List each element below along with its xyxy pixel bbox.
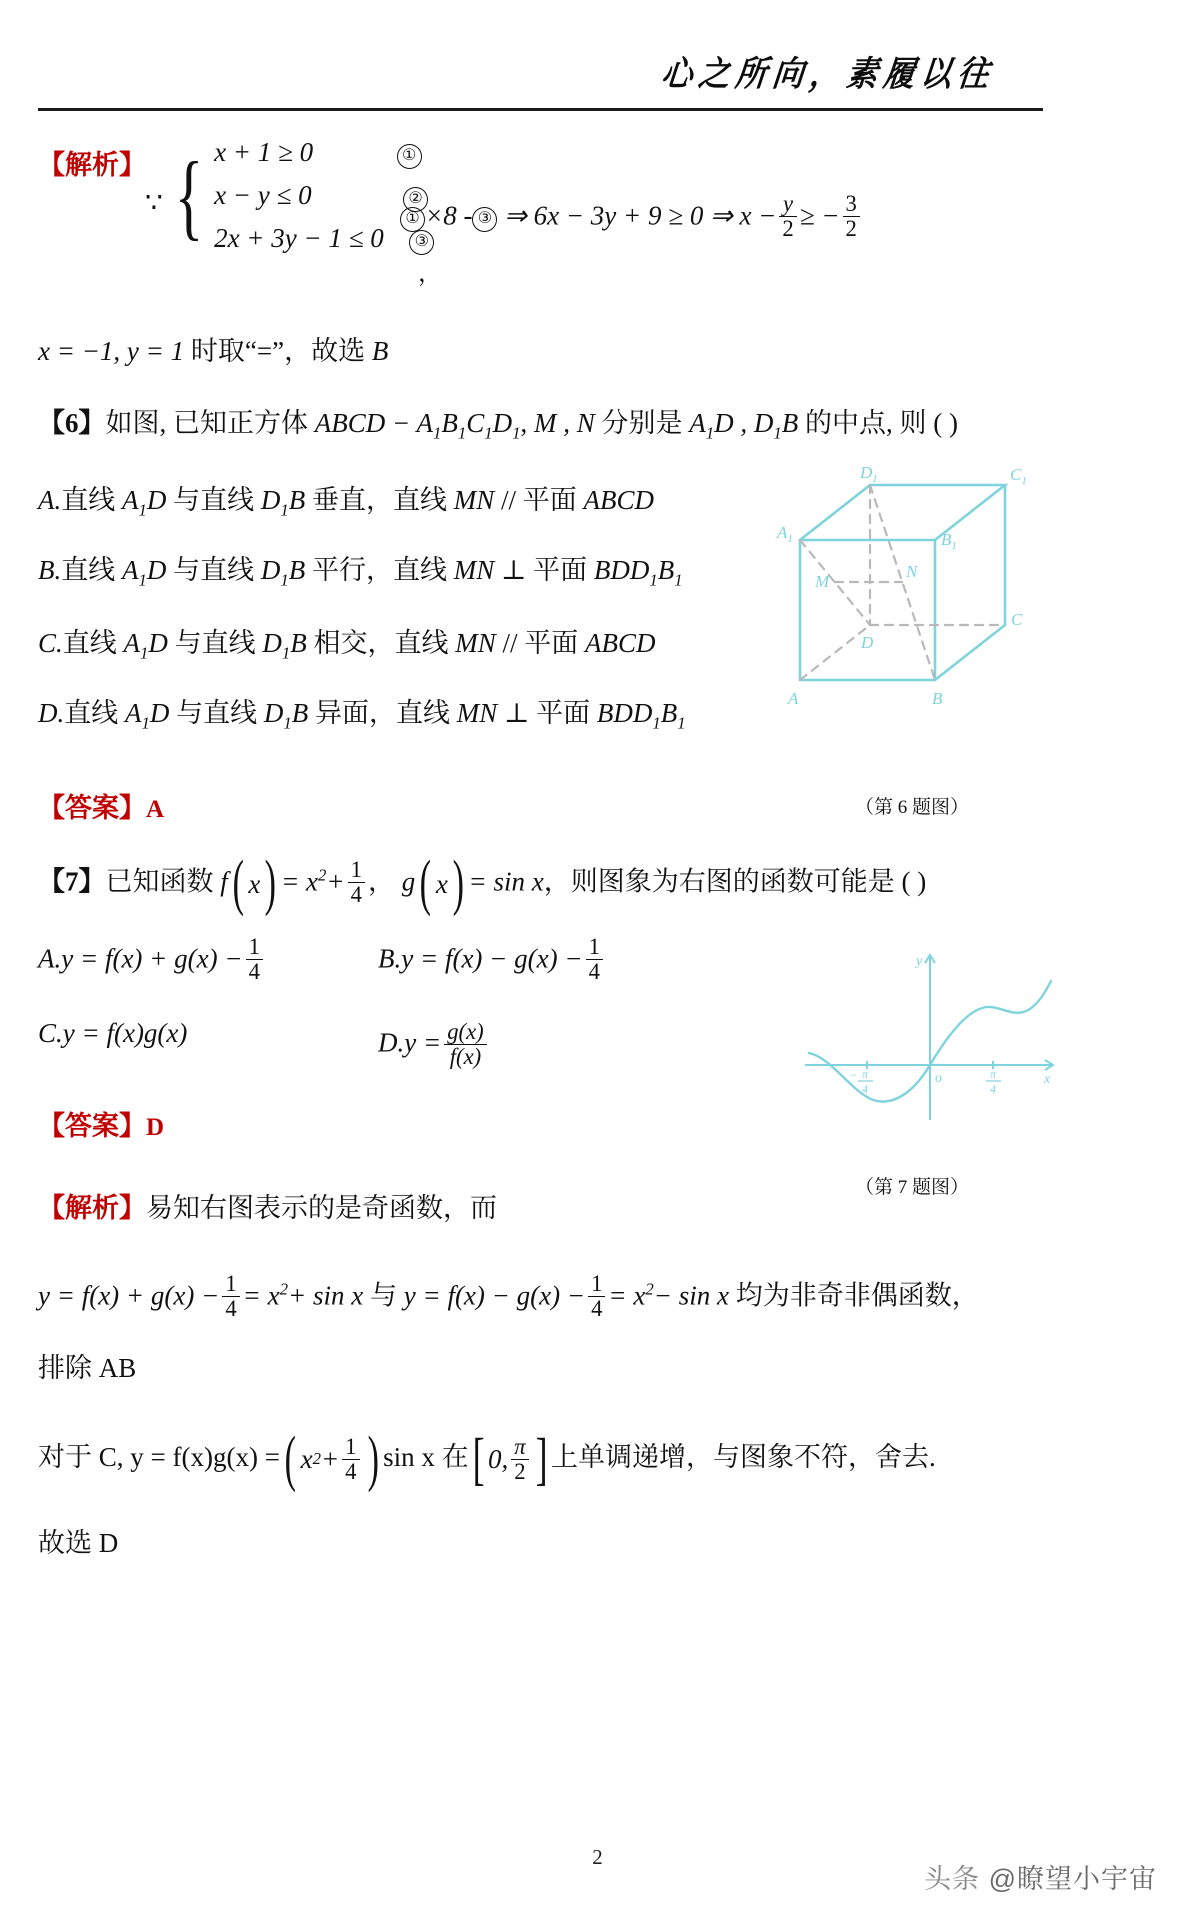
function-graph-svg [795, 945, 1065, 1125]
solution5-tag: 【解析】 [38, 150, 146, 180]
q6-answer: 【答案】A [38, 793, 165, 823]
solution7-line4: 对于 C, y = f(x)g(x) = ( x 2 + $\frac{1}{4}$ ) sin x 在 [ 0, $\frac{\pi}{2}$ ] 上单调递增，与图象不符，舍去. [38, 1424, 936, 1493]
system-row-3: 2x + 3y − 1 ≤ 0 ③ [214, 217, 434, 260]
solution5-derivation: ① ×8 - ③ ⇒ 6x − 3y + 9 ≥ 0 ⇒ x − $\frac{y}{2}$ ≥ − $\frac{3}{2}$ [400, 192, 863, 241]
q7-option-c[interactable]: C.y = f(x)g(x) [38, 1018, 188, 1048]
x-axis-label: x [1044, 1072, 1051, 1087]
frac-y-num: y [783, 191, 794, 216]
page-header [0, 0, 1195, 120]
tick-label-left-den: 4 [862, 1082, 868, 1096]
y-axis-label: y [916, 954, 923, 969]
system-brace: { [174, 141, 204, 249]
solution5-conclusion: x = −1, y = 1 时取“=”，故选 B [38, 336, 389, 366]
solution7-line5: 故选 D [38, 1528, 119, 1558]
solution5-comma: ， [418, 261, 442, 287]
frac-y-den: 2 [779, 216, 796, 241]
watermark [924, 1857, 1157, 1896]
solution5-system [166, 131, 434, 260]
header-title: 心之所向，素履以往 [659, 54, 997, 94]
frac-3-num: 3 [845, 191, 857, 216]
label-n: N [906, 562, 918, 581]
q7-answer: 【答案】D [38, 1111, 165, 1141]
q7-option-b[interactable]: B.y = f(x) − g(x) − $\frac{1}{4}$ [378, 935, 606, 984]
label-d: D [861, 633, 874, 652]
label-d1: $D_1$ [860, 465, 878, 485]
cube-figure [760, 465, 1060, 750]
solution7-line2: y = f(x) + g(x) − $\frac{1}{4}$ = $x^2+ \sin x$ 与 y = f(x) − g(x) − $\frac{1}{4}$ = $x^2- \sin x$ 均为非奇非偶函数， [38, 1271, 979, 1322]
function-graph-figure [795, 945, 1065, 1125]
q6-option-d[interactable]: D.直线 $A_1D$ 与直线 $D_1B$ 异面，直线 MN ⊥ 平面 $BDD_1B_1$ [38, 698, 686, 733]
tick-label-right-num: π [989, 1067, 997, 1081]
q6-option-c[interactable]: C.直线 $A_1D$ 与直线 $D_1B$ 相交，直线 MN // 平面 ABCD [38, 628, 656, 663]
q7-stem: 【7】已知函数 f ( x ) = $x^2+$ $\frac{1}{4}$ ， g ( x ) = sin x，则图象为右图的函数可能是 ( ) [38, 849, 927, 918]
eq-mark-1: ① [397, 144, 422, 169]
q6-option-b[interactable]: B.直线 $A_1D$ 与直线 $D_1B$ 平行，直线 MN ⊥ 平面 $BDD_1B_1$ [38, 555, 683, 590]
label-c: C [1011, 610, 1023, 629]
label-m: M [815, 572, 830, 591]
q7-option-a[interactable]: A.y = f(x) + g(x) − $\frac{1}{4}$ [38, 935, 266, 984]
q7-figure-caption: （第 7 题图） [855, 1177, 970, 1198]
watermark-handle: @瞭望小宇宙 [988, 1864, 1157, 1894]
eq-mark-ref1: ① [400, 207, 425, 232]
eq-mark-3: ③ [409, 230, 434, 255]
eq-mark-2: ② [403, 187, 428, 212]
tick-label-left-num: π [861, 1067, 869, 1081]
solution7-line3: 排除 AB [38, 1353, 137, 1383]
label-a: A [788, 689, 799, 708]
cube-svg [760, 465, 1060, 750]
eq-mark-ref3: ③ [472, 207, 497, 232]
cube-top-face [800, 485, 1005, 540]
label-b: B [932, 689, 943, 708]
q6-option-a[interactable]: A.直线 $A_1D$ 与直线 $D_1B$ 垂直，直线 MN // 平面 ABCD [38, 485, 655, 520]
q7-option-d[interactable]: D.y = $\frac{g(x)}{f(x)}$ [378, 1020, 490, 1069]
q7-frac-num: 1 [350, 857, 362, 882]
label-c1: $C_1$ [1010, 465, 1027, 487]
system-row-1: x + 1 ≥ 0 ① [214, 131, 434, 174]
solution5-because: ∵ [145, 188, 163, 219]
origin-label: o [935, 1071, 942, 1086]
system-row-2: x − y ≤ 0 ② [214, 174, 434, 217]
cube-edge-bc [935, 625, 1005, 680]
tick-label-left-minus: − [848, 1068, 858, 1082]
q6-figure-caption: （第 6 题图） [855, 797, 970, 818]
tick-label-right-den: 4 [990, 1082, 996, 1096]
q6-stem: 【6】如图, 已知正方体 ABCD − $A_1B_1C_1D_1$, M , N 分别是 $A_1D$ , $D_1B$ 的中点, 则 ( ) [38, 408, 958, 443]
header-divider [38, 108, 1043, 111]
label-b1: $B_1$ [941, 530, 957, 552]
q7-frac-den: 4 [348, 882, 365, 907]
watermark-source: 头条 [924, 1864, 989, 1894]
solution7-line1: 【解析】易知右图表示的是奇函数，而 [38, 1193, 497, 1223]
label-a1: $A_1$ [777, 523, 793, 545]
page-number: 2 [592, 1845, 603, 1869]
cube-edge-ad [800, 625, 870, 680]
frac-3-den: 2 [843, 216, 860, 241]
